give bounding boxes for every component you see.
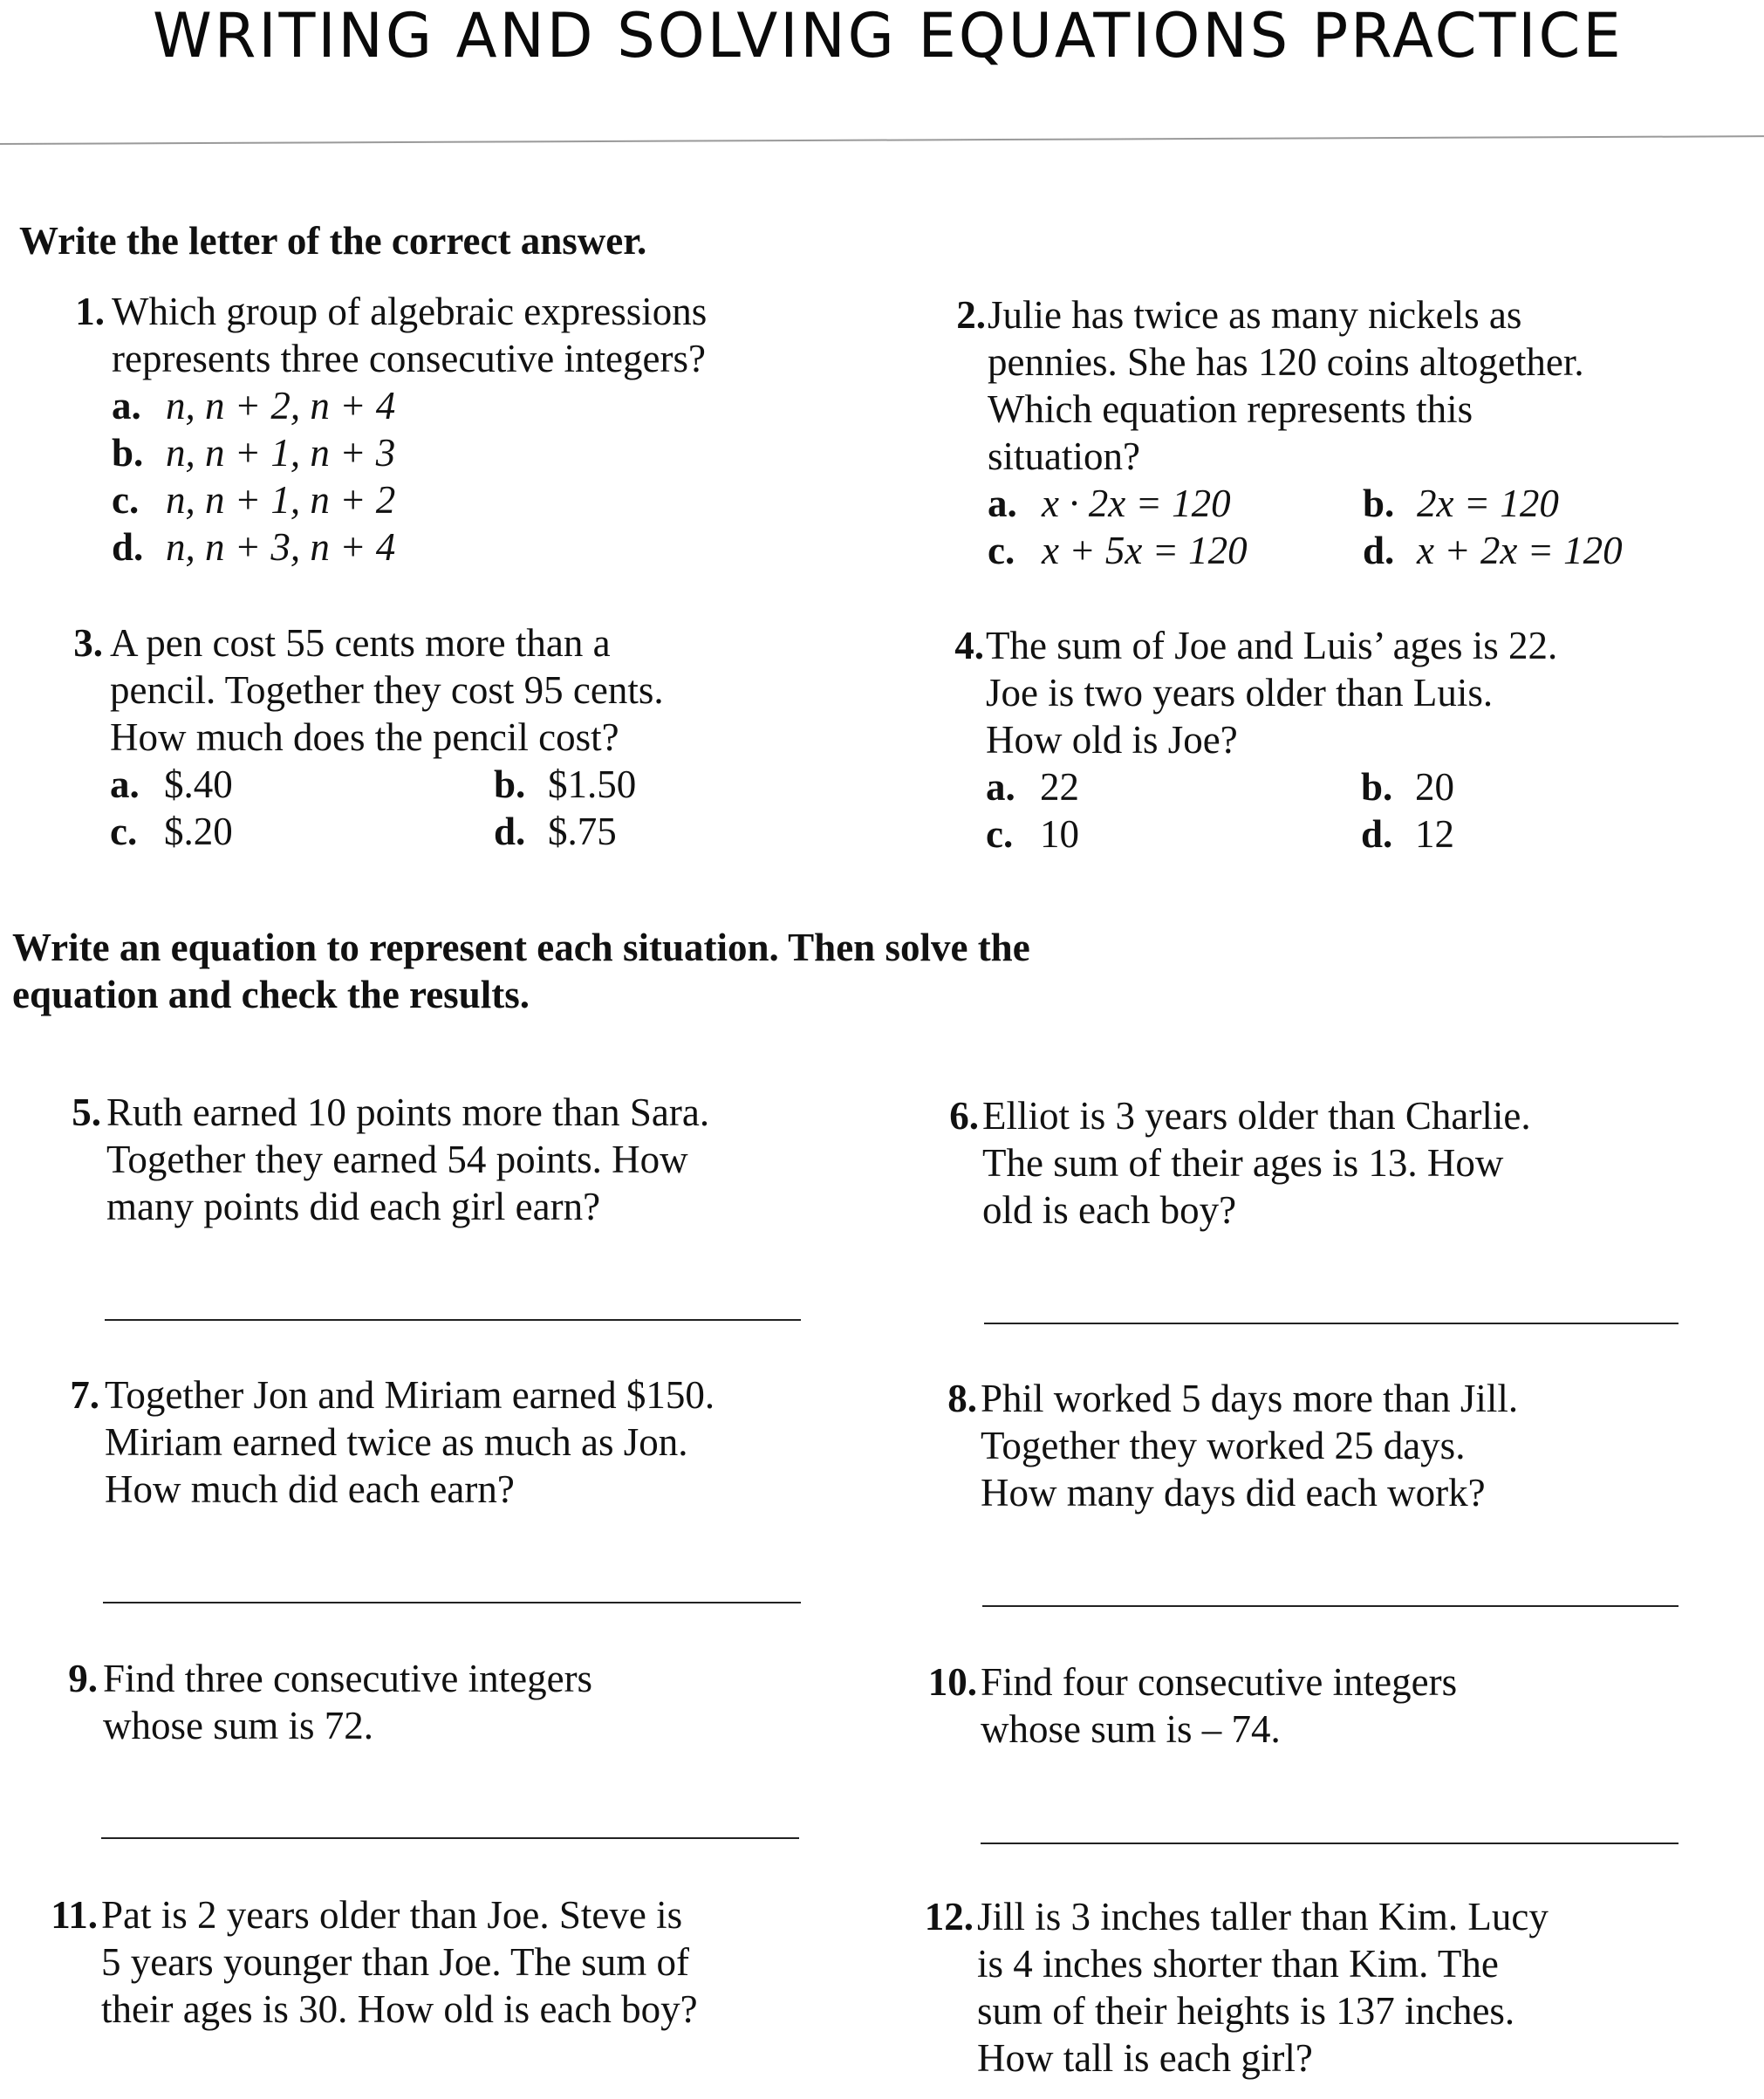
section2-instruction — [12, 924, 1030, 1018]
question-text-line: their ages is 30. How old is each boy? — [101, 1987, 698, 2031]
answer-option-a: a. x · 2x = 120 — [988, 482, 1231, 525]
answer-line[interactable] — [984, 1323, 1679, 1324]
question-number: 2. — [956, 293, 986, 337]
answer-line[interactable] — [105, 1319, 801, 1321]
question-number: 4. — [954, 624, 984, 667]
question-number: 8. — [947, 1377, 977, 1420]
answer-option-d: d. 12 — [1361, 812, 1454, 856]
question-text-line: many points did each girl earn? — [106, 1185, 601, 1228]
answer-option-c: c. n, n + 1, n + 2 — [112, 478, 396, 522]
question-text-line: sum of their heights is 137 inches. — [977, 1989, 1515, 2033]
question-text-line: 5 years younger than Joe. The sum of — [101, 1940, 690, 1984]
answer-line[interactable] — [101, 1837, 799, 1839]
question-text-line: The sum of Joe and Luis’ ages is 22. — [986, 624, 1558, 667]
question-text-line: A pen cost 55 cents more than a — [110, 621, 611, 665]
question-2 — [907, 291, 1745, 574]
question-number: 10. — [927, 1660, 977, 1704]
question-text-line: How much did each earn? — [105, 1467, 515, 1511]
page-title: WRITING AND SOLVING EQUATIONS PRACTICE — [153, 0, 1624, 72]
answer-option-b: b. 2x = 120 — [1363, 482, 1559, 525]
answer-line[interactable] — [103, 1602, 801, 1603]
question-text-line: Find three consecutive integers — [103, 1657, 593, 1700]
question-5 — [23, 1089, 860, 1230]
answer-option-c: c. $.20 — [110, 810, 233, 853]
question-11 — [17, 1891, 855, 2033]
question-text-line: Together they earned 54 points. How — [106, 1138, 688, 1181]
question-text-line: Phil worked 5 days more than Jill. — [981, 1377, 1519, 1420]
instruction-line: Write an equation to represent each situation. Then solve the — [12, 926, 1030, 969]
question-text-line: Together Jon and Miriam earned $150. — [105, 1373, 715, 1417]
question-text-line: Ruth earned 10 points more than Sara. — [106, 1091, 710, 1134]
question-text-line: is 4 inches shorter than Kim. The — [977, 1942, 1499, 1986]
question-text-line: Which group of algebraic expressions — [112, 290, 708, 333]
answer-option-b: b. 20 — [1361, 765, 1454, 809]
question-12 — [893, 1893, 1731, 2082]
question-number: 1. — [75, 290, 105, 333]
question-text-line: Pat is 2 years older than Joe. Steve is — [101, 1893, 683, 1937]
answer-option-b: b. n, n + 1, n + 3 — [112, 431, 396, 475]
question-number: 12. — [924, 1895, 974, 1938]
question-text-line: Together they worked 25 days. — [981, 1424, 1466, 1467]
answer-option-d: d. x + 2x = 120 — [1363, 529, 1623, 572]
question-3 — [24, 619, 844, 855]
question-number: 3. — [73, 621, 103, 665]
question-text-line: How tall is each girl? — [977, 2036, 1313, 2080]
answer-line[interactable] — [982, 1605, 1679, 1607]
question-text-line: Julie has twice as many nickels as — [988, 293, 1522, 337]
question-text-line: How old is Joe? — [986, 718, 1238, 762]
question-text-line: pencil. Together they cost 95 cents. — [110, 668, 664, 712]
question-text-line: pennies. She has 120 coins altogether. — [988, 340, 1584, 384]
question-text-line: Jill is 3 inches taller than Kim. Lucy — [977, 1895, 1549, 1938]
question-text-line: represents three consecutive integers? — [112, 337, 706, 380]
title-divider — [0, 135, 1764, 145]
question-1 — [26, 288, 846, 571]
answer-option-c: c. 10 — [986, 812, 1079, 856]
question-text-line: Miriam earned twice as much as Jon. — [105, 1420, 688, 1464]
question-8 — [899, 1375, 1736, 1516]
question-number: 9. — [68, 1657, 98, 1700]
answer-line[interactable] — [981, 1843, 1679, 1844]
question-number: 6. — [949, 1094, 979, 1138]
question-text-line: How many days did each work? — [981, 1471, 1486, 1514]
instruction-line: equation and check the results. — [12, 973, 530, 1016]
answer-option-a: a. 22 — [986, 765, 1079, 809]
question-text-line: whose sum is – 74. — [981, 1707, 1281, 1751]
question-text-line: Joe is two years older than Luis. — [986, 671, 1494, 714]
question-number: 5. — [72, 1091, 101, 1134]
question-text-line: How much does the pencil cost? — [110, 715, 619, 759]
answer-option-d: d. $.75 — [494, 810, 617, 853]
question-7 — [21, 1371, 858, 1513]
answer-option-a: a. n, n + 2, n + 4 — [112, 384, 396, 427]
question-4 — [906, 622, 1743, 858]
question-text-line: whose sum is 72. — [103, 1704, 374, 1747]
question-number: 11. — [51, 1893, 98, 1937]
question-text-line: old is each boy? — [982, 1188, 1237, 1232]
question-text-line: Elliot is 3 years older than Charlie. — [982, 1094, 1531, 1138]
section1-instruction: Write the letter of the correct answer. — [19, 219, 647, 263]
answer-option-c: c. x + 5x = 120 — [988, 529, 1248, 572]
question-10 — [897, 1658, 1734, 1753]
question-6 — [900, 1092, 1738, 1234]
question-text-line: Find four consecutive integers — [981, 1660, 1458, 1704]
question-text-line: The sum of their ages is 13. How — [982, 1141, 1504, 1185]
answer-option-d: d. n, n + 3, n + 4 — [112, 525, 396, 569]
question-text-line: Which equation represents this — [988, 387, 1473, 431]
answer-option-b: b. $1.50 — [494, 762, 637, 806]
question-9 — [19, 1655, 857, 1749]
answer-option-a: a. $.40 — [110, 762, 233, 806]
question-text-line: situation? — [988, 434, 1140, 478]
question-number: 7. — [70, 1373, 99, 1417]
